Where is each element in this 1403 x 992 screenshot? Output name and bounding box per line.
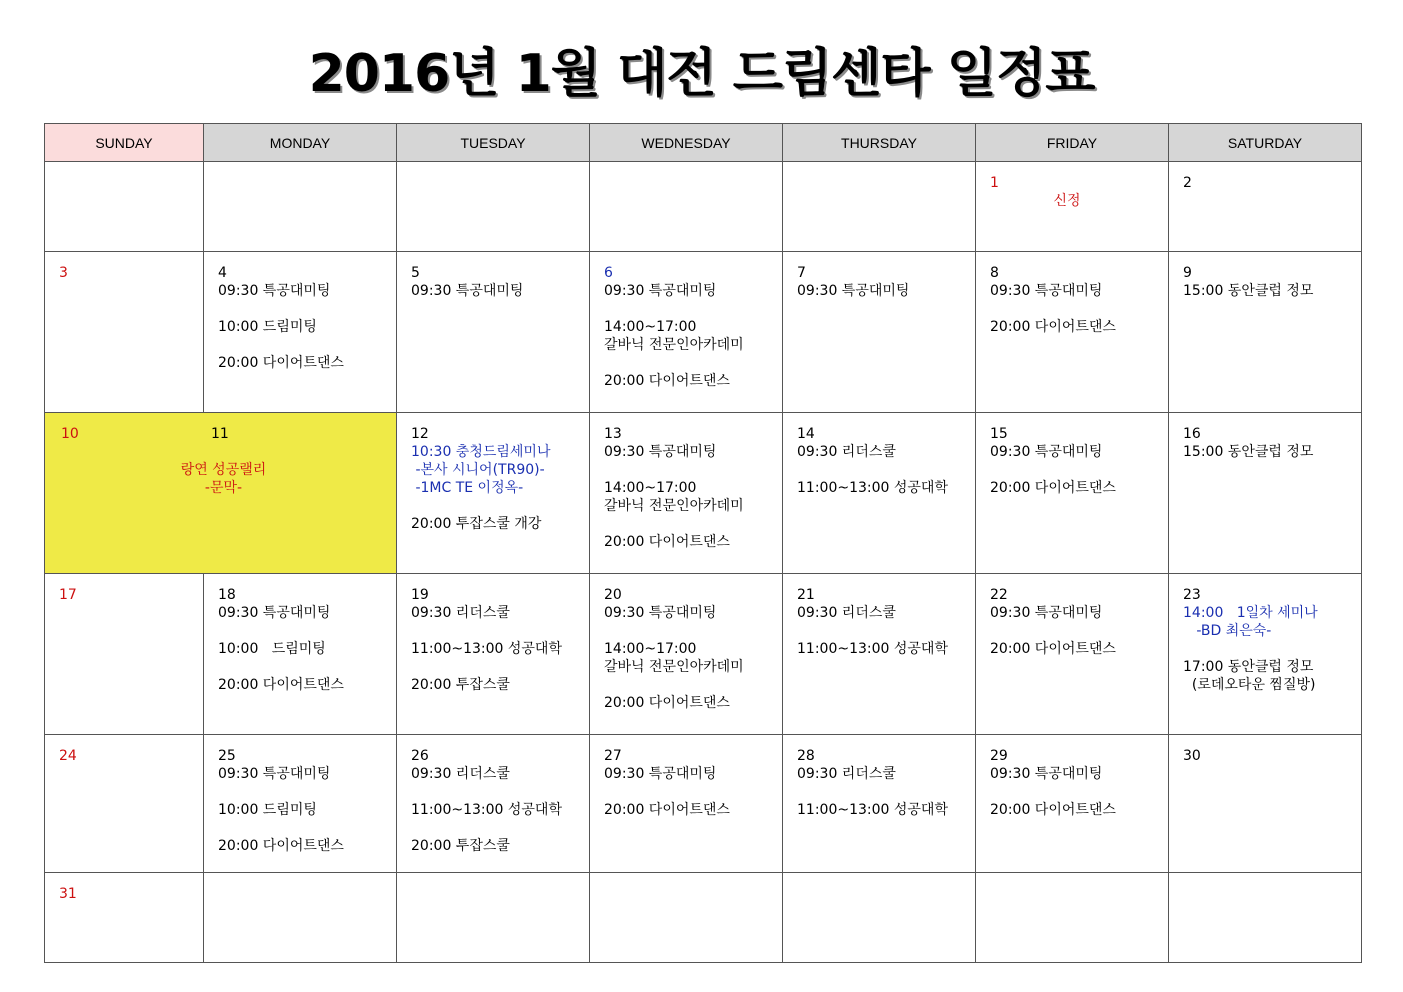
day-number: 4 xyxy=(218,265,227,281)
event-line: 20:00 투잡스쿨 xyxy=(411,677,510,693)
day-number: 11 xyxy=(211,426,229,442)
event-line: 10:30 충청드림세미나 xyxy=(411,444,551,460)
day-cell-7[interactable] xyxy=(783,252,976,413)
event-line: 10:00 드림미팅 xyxy=(218,319,317,335)
event-line: 갈바닉 전문인아카데미 xyxy=(604,659,744,675)
event-line: 09:30 특공대미팅 xyxy=(218,283,331,299)
header-thursday: THURSDAY xyxy=(783,124,976,162)
event-line: 20:00 다이어트댄스 xyxy=(218,677,344,693)
day-cell-18[interactable] xyxy=(204,574,397,735)
day-number: 30 xyxy=(1183,748,1201,764)
event-line: -BD 최은숙- xyxy=(1183,623,1272,639)
day-number: 9 xyxy=(1183,265,1192,281)
day-cell-empty xyxy=(204,873,397,963)
event-line: 09:30 리더스쿨 xyxy=(797,766,896,782)
day-cell-empty xyxy=(590,873,783,963)
event-line: 20:00 다이어트댄스 xyxy=(604,695,730,711)
day-cell-29[interactable] xyxy=(976,735,1169,873)
event-line: 09:30 리더스쿨 xyxy=(797,605,896,621)
day-cell-9[interactable] xyxy=(1169,252,1362,413)
header-sunday: SUNDAY xyxy=(45,124,204,162)
day-cell-21[interactable] xyxy=(783,574,976,735)
week-row xyxy=(45,252,1362,413)
event-line: 20:00 투잡스쿨 xyxy=(411,838,510,854)
event-line: 11:00~13:00 성공대학 xyxy=(797,802,948,818)
header-friday: FRIDAY xyxy=(976,124,1169,162)
event-line: 09:30 리더스쿨 xyxy=(411,605,510,621)
event-line: 09:30 리더스쿨 xyxy=(797,444,896,460)
day-number: 12 xyxy=(411,426,429,442)
event-line: 20:00 다이어트댄스 xyxy=(990,641,1116,657)
day-cell-23[interactable] xyxy=(1169,574,1362,735)
day-number: 28 xyxy=(797,748,815,764)
week-row xyxy=(45,413,1362,574)
event-line: 09:30 특공대미팅 xyxy=(604,283,717,299)
day-number: 8 xyxy=(990,265,999,281)
event-line: -문막- xyxy=(204,480,243,496)
event-line: (로데오타운 찜질방) xyxy=(1183,677,1316,693)
day-cell-empty xyxy=(783,162,976,252)
day-number: 23 xyxy=(1183,587,1201,603)
day-cell-17[interactable] xyxy=(45,574,204,735)
event-line: 14:00 1일차 세미나 xyxy=(1183,605,1318,621)
day-cell-27[interactable] xyxy=(590,735,783,873)
day-number: 15 xyxy=(990,426,1008,442)
day-number: 6 xyxy=(604,265,613,281)
event-line: 20:00 다이어트댄스 xyxy=(218,838,344,854)
day-number: 31 xyxy=(59,886,77,902)
event-line: 11:00~13:00 성공대학 xyxy=(411,641,562,657)
day-cell-10-11[interactable] xyxy=(45,413,397,574)
week-row xyxy=(45,735,1362,873)
event-line: 09:30 특공대미팅 xyxy=(604,766,717,782)
page-title: 2016년 1월 대전 드림센타 일정표 xyxy=(308,44,1095,104)
day-cell-empty xyxy=(397,873,590,963)
header-row xyxy=(45,124,1362,162)
day-cell-30[interactable] xyxy=(1169,735,1362,873)
day-number: 20 xyxy=(604,587,622,603)
day-cell-1[interactable] xyxy=(976,162,1169,252)
event-line: 09:30 특공대미팅 xyxy=(990,283,1103,299)
event-line: 09:30 특공대미팅 xyxy=(990,766,1103,782)
day-cell-31[interactable] xyxy=(45,873,204,963)
event-line: 10:00 드림미팅 xyxy=(218,641,326,657)
day-number: 19 xyxy=(411,587,429,603)
day-cell-empty xyxy=(783,873,976,963)
week-row xyxy=(45,162,1362,252)
day-number: 16 xyxy=(1183,426,1201,442)
week-row xyxy=(45,873,1362,963)
event-line: 갈바닉 전문인아카데미 xyxy=(604,337,744,353)
event-line: 11:00~13:00 성공대학 xyxy=(797,480,948,496)
event-line: -1MC TE 이정옥- xyxy=(411,480,524,496)
event-line: 신정 xyxy=(1053,193,1081,209)
event-line: 20:00 투잡스쿨 개강 xyxy=(411,516,542,532)
day-number: 2 xyxy=(1183,175,1192,191)
day-cell-25[interactable] xyxy=(204,735,397,873)
day-number: 14 xyxy=(797,426,815,442)
day-number: 22 xyxy=(990,587,1008,603)
day-cell-6[interactable] xyxy=(590,252,783,413)
day-cell-empty xyxy=(45,162,204,252)
day-cell-13[interactable] xyxy=(590,413,783,574)
day-cell-22[interactable] xyxy=(976,574,1169,735)
event-line: 20:00 다이어트댄스 xyxy=(990,802,1116,818)
event-line: 10:00 드림미팅 xyxy=(218,802,317,818)
day-cell-5[interactable] xyxy=(397,252,590,413)
header-saturday: SATURDAY xyxy=(1169,124,1362,162)
event-line: 갈바닉 전문인아카데미 xyxy=(604,498,744,514)
event-line: 09:30 리더스쿨 xyxy=(411,766,510,782)
day-number: 21 xyxy=(797,587,815,603)
day-cell-empty xyxy=(204,162,397,252)
event-line: 랑연 성공랠리 xyxy=(180,462,267,478)
event-line: 09:30 특공대미팅 xyxy=(411,283,524,299)
day-cell-19[interactable] xyxy=(397,574,590,735)
day-number: 29 xyxy=(990,748,1008,764)
day-cell-12[interactable] xyxy=(397,413,590,574)
event-line: 20:00 다이어트댄스 xyxy=(218,355,344,371)
day-cell-24[interactable] xyxy=(45,735,204,873)
event-line: 09:30 특공대미팅 xyxy=(218,766,331,782)
day-number: 1 xyxy=(990,175,999,191)
event-line: 14:00~17:00 xyxy=(604,641,697,657)
event-line: 14:00~17:00 xyxy=(604,319,697,335)
event-line: 09:30 특공대미팅 xyxy=(990,605,1103,621)
day-number: 26 xyxy=(411,748,429,764)
day-cell-2[interactable] xyxy=(1169,162,1362,252)
event-line: 17:00 동안클럽 정모 xyxy=(1183,659,1314,675)
event-line: 09:30 특공대미팅 xyxy=(604,605,717,621)
day-number: 7 xyxy=(797,265,806,281)
day-number: 10 xyxy=(61,426,79,442)
day-number: 27 xyxy=(604,748,622,764)
day-number: 18 xyxy=(218,587,236,603)
day-cell-3[interactable] xyxy=(45,252,204,413)
event-line: 15:00 동안클럽 정모 xyxy=(1183,444,1314,460)
event-line: 20:00 다이어트댄스 xyxy=(604,373,730,389)
header-monday: MONDAY xyxy=(204,124,397,162)
header-wednesday: WEDNESDAY xyxy=(590,124,783,162)
event-line: -본사 시니어(TR90)- xyxy=(411,462,545,478)
event-line: 11:00~13:00 성공대학 xyxy=(797,641,948,657)
day-cell-16[interactable] xyxy=(1169,413,1362,574)
day-cell-4[interactable] xyxy=(204,252,397,413)
day-cell-15[interactable] xyxy=(976,413,1169,574)
day-cell-empty xyxy=(397,162,590,252)
day-cell-empty xyxy=(976,873,1169,963)
event-line: 09:30 특공대미팅 xyxy=(990,444,1103,460)
event-line: 20:00 다이어트댄스 xyxy=(604,534,730,550)
event-line: 20:00 다이어트댄스 xyxy=(990,480,1116,496)
day-cell-28[interactable] xyxy=(783,735,976,873)
event-line: 09:30 특공대미팅 xyxy=(218,605,331,621)
event-line: 11:00~13:00 성공대학 xyxy=(411,802,562,818)
event-line: 14:00~17:00 xyxy=(604,480,697,496)
header-tuesday: TUESDAY xyxy=(397,124,590,162)
day-number: 17 xyxy=(59,587,77,603)
day-number: 25 xyxy=(218,748,236,764)
event-line: 20:00 다이어트댄스 xyxy=(604,802,730,818)
day-number: 13 xyxy=(604,426,622,442)
day-cell-8[interactable] xyxy=(976,252,1169,413)
day-cell-20[interactable] xyxy=(590,574,783,735)
day-number: 5 xyxy=(411,265,420,281)
event-line: 09:30 특공대미팅 xyxy=(797,283,910,299)
day-number: 3 xyxy=(59,265,68,281)
day-cell-26[interactable] xyxy=(397,735,590,873)
day-cell-empty xyxy=(1169,873,1362,963)
calendar-table xyxy=(44,123,1362,963)
day-cell-14[interactable] xyxy=(783,413,976,574)
event-line: 20:00 다이어트댄스 xyxy=(990,319,1116,335)
event-line: 15:00 동안클럽 정모 xyxy=(1183,283,1314,299)
day-number: 24 xyxy=(59,748,77,764)
event-line: 09:30 특공대미팅 xyxy=(604,444,717,460)
day-cell-empty xyxy=(590,162,783,252)
week-row xyxy=(45,574,1362,735)
